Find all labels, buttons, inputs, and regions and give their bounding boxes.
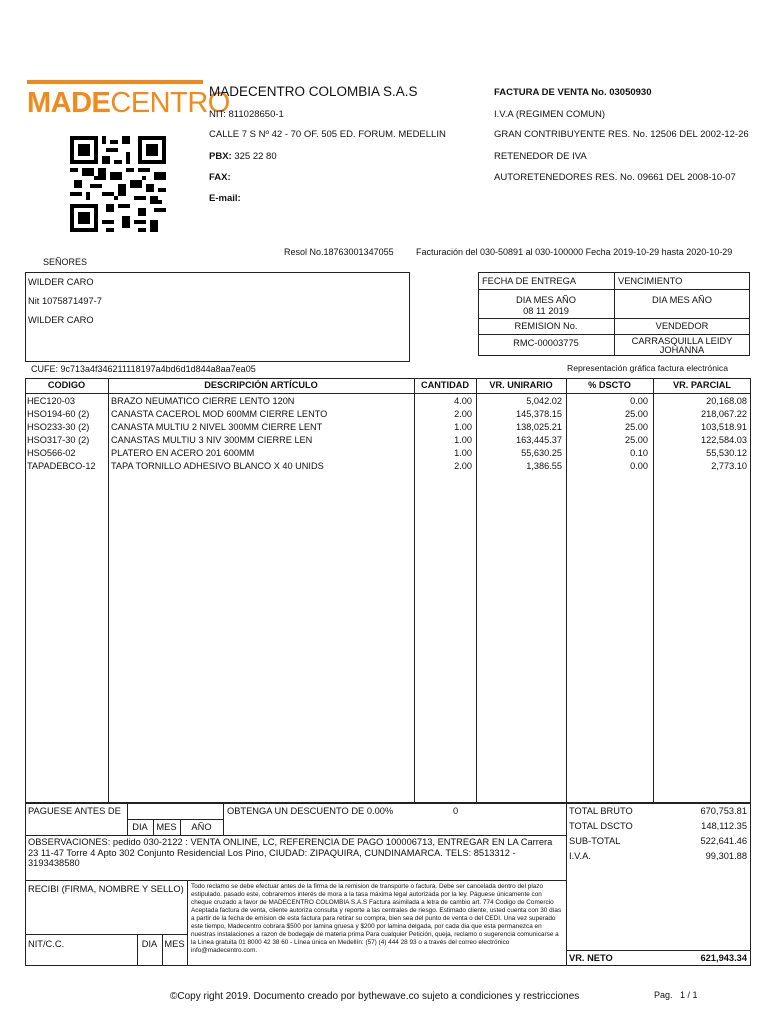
cell-dscto: 25.00 — [625, 434, 648, 445]
cell-descripcion: CANASTA MULTIU 2 NIVEL 300MM CIERRE LENT — [111, 421, 323, 432]
invoice-autoretenedores: AUTORETENEDORES RES. No. 09661 DEL 2008-10-07 — [494, 172, 736, 183]
cell-cantidad: 2.00 — [454, 408, 472, 419]
invoice-gran-contribuyente: GRAN CONTRIBUYENTE RES. No. 12506 DEL 2002-12-26 — [494, 129, 749, 140]
client-name: WILDER CARO — [28, 277, 94, 287]
cell-descripcion: TAPA TORNILLO ADHESIVO BLANCO X 40 UNIDS — [111, 460, 324, 471]
copyright: ©Copy right 2019. Documento creado por bythewave.co sujeto a condiciones y restricciones — [170, 991, 580, 1002]
col-header-vr-parcial: VR. PARCIAL — [672, 380, 732, 390]
col-header-codigo: CODIGO — [47, 380, 86, 390]
vr-neto-label: VR. NETO — [569, 953, 613, 963]
vencimiento-label: VENCIMIENTO — [618, 276, 683, 286]
fecha-entrega-value: 08 11 2019 — [523, 306, 569, 316]
cufe: CUFE: 9c713a4f346211118197a4bd6d1d844a8aa7ea05 — [31, 364, 256, 374]
recibi-mes: MES — [164, 939, 185, 949]
cell-vr-unitario: 55,630.25 — [521, 447, 562, 458]
client-name-2: WILDER CARO — [28, 315, 94, 325]
cell-dscto: 0.00 — [630, 396, 648, 406]
paguese-ano: AÑO — [191, 822, 212, 832]
invoice-retenedor: RETENEDOR DE IVA — [494, 151, 587, 162]
invoice-title: FACTURA DE VENTA No. 03050930 — [494, 87, 652, 98]
cell-descripcion: PLATERO EN ACERO 201 600MM — [111, 447, 255, 458]
cell-dscto: 25.00 — [625, 408, 648, 419]
col-header-descripcion: DESCRIPCIÓN ARTÍCULO — [204, 380, 318, 390]
recibi-dia: DIA — [141, 939, 158, 949]
cell-cantidad: 1.00 — [454, 434, 472, 445]
paguese-antes-label: PAGUESE ANTES DE — [28, 806, 121, 816]
cell-codigo: HSO566-02 — [27, 447, 76, 458]
subtotal-label: SUB-TOTAL — [569, 836, 621, 846]
cell-descripcion: BRAZO NEUMATICO CIERRE LENTO 120N — [111, 396, 295, 406]
remision-label: REMISION No. — [514, 321, 578, 331]
cell-vr-unitario: 163,445.37 — [516, 434, 562, 445]
nit-cc-label: NIT/C.C. — [28, 939, 65, 949]
cell-vr-unitario: 138,025.21 — [516, 421, 562, 432]
total-dscto-value: 148,112.35 — [701, 821, 747, 831]
cell-codigo: HSO194-60 (2) — [27, 408, 90, 419]
qr-code-icon — [70, 136, 166, 232]
subtotal-value: 522,641.46 — [700, 836, 747, 846]
company-email: E-mail: — [209, 193, 241, 204]
vencimiento-dma: DIA MES AÑO — [652, 295, 712, 305]
invoice-resolution: Resol No.18763001347055 — [284, 247, 394, 257]
cell-codigo: HSO233-30 (2) — [27, 421, 90, 432]
vr-neto-value: 621,943.34 — [700, 953, 747, 963]
cell-dscto: 25.00 — [625, 421, 648, 432]
cell-cantidad: 4.00 — [454, 396, 472, 406]
representacion-grafica: Representación gráfica factura electrónica — [567, 363, 728, 373]
client-nit: Nit 1075871497-7 — [28, 296, 102, 306]
cell-cantidad: 1.00 — [454, 421, 472, 432]
iva-value: 99,301.88 — [705, 851, 747, 861]
cell-vr-parcial: 218,067.22 — [701, 408, 747, 419]
company-fax: FAX: — [209, 172, 231, 183]
vendedor-line1: CARRASQUILLA LEIDY — [631, 336, 733, 346]
paguese-dia: DIA — [132, 822, 148, 832]
cell-vr-parcial: 122,584.03 — [701, 434, 747, 445]
cell-codigo: HEC120-03 — [27, 396, 76, 406]
madecentro-logo — [27, 80, 230, 119]
cell-vr-unitario: 145,378.15 — [516, 408, 562, 419]
invoice-iva: I.V.A (REGIMEN COMUN) — [494, 109, 606, 120]
col-header-vr-unitario: VR. UNIRARIO — [489, 380, 553, 390]
invoice-range: Facturación del 030-50891 al 030-100000 Fecha 2019-10-29 hasta 2020-10-29 — [416, 247, 733, 257]
cell-vr-parcial: 103,518.91 — [701, 421, 747, 432]
observaciones: OBSERVACIONES: pedido 030-2122 : VENTA ONLINE, LC, REFERENCIA DE PAGO 100006713, ENTREGAR EN LA Carrera 23 11-47 Torre 4 Apto 302 Conjunto Residencial Los Pino, CIUDAD: ZIPAQUIRA, CUNDINAMARCA. TELS: 8513312 - 3193438580 — [28, 837, 553, 868]
fecha-entrega-label: FECHA DE ENTREGA — [482, 276, 577, 286]
cell-descripcion: CANASTA CACEROL MOD 600MM CIERRE LENTO — [111, 408, 328, 419]
total-dscto-label: TOTAL DSCTO — [569, 821, 633, 831]
cell-vr-unitario: 1,386.55 — [526, 460, 562, 471]
col-header-dscto: % DSCTO — [588, 380, 631, 390]
logo-made: MADE — [27, 87, 111, 119]
client-senores: SEÑORES — [43, 257, 88, 267]
logo-centro: CENTRO — [110, 87, 230, 119]
cell-descripcion: CANASTAS MULTIU 3 NIV 300MM CIERRE LEN — [111, 434, 313, 445]
paguese-mes: MES — [156, 822, 177, 832]
cell-vr-parcial: 2,773.10 — [711, 460, 747, 471]
vendedor-line2: JOHANNA — [659, 345, 705, 355]
remision-value: RMC-00003775 — [513, 338, 579, 348]
cell-cantidad: 2.00 — [454, 460, 472, 471]
descuento-label: OBTENGA UN DESCUENTO DE 0.00% — [227, 806, 394, 816]
col-header-cantidad: CANTIDAD — [421, 380, 469, 390]
cell-vr-parcial: 55,530.12 — [706, 447, 747, 458]
cell-cantidad: 1.00 — [454, 447, 472, 458]
total-bruto-label: TOTAL BRUTO — [569, 806, 633, 816]
cell-codigo: TAPADEBCO-12 — [27, 460, 96, 471]
cell-dscto: 0.00 — [630, 460, 648, 471]
company-pbx: PBX: 325 22 80 — [209, 151, 277, 162]
recibi-label: RECIBI (FIRMA, NOMBRE Y SELLO) — [28, 884, 184, 894]
descuento-value: 0 — [453, 806, 459, 816]
legal-text: Todo reclamo se debe efectuar antes de la firma de la remision de transporte o factura. Debe ser cancelada dentro del plazo estipulado. pasado este, cobraremos interés de mora a la tasa máxima legal autorizada por la ley. Páguese únicamente con cheque cruzado a favor de MADECENTRO COLOMBIA S.A.S Factura asimilada a letra de cambio art. 774 Codigo de Comercio Aceptada factura de venta, cliente autoriza consulta y reporte a las centrales de riesgo. Estimado cliente, usted cuenta con 30 días a partir de la fecha de emision de esta factura para retirar su compra, bien sea del punto de venta o del CEDI. Una vez superado este tiempo, Madecentro cobrara $500 por lamina gruesa y $200 por lamina delgada, por cada dia que esta permanezca en nuestras instalaciones a razon de bodegaje de materia prima Para cualquier Petición, queja, reclamo o sugerencia comunicarse a la Línea gratuita 01 8000 42 38 60 - Línea única en Medellín: (57) (4) 444 28 93 o a través del correo electrónico info@madecentro.com. — [191, 883, 562, 954]
total-bruto-value: 670,753.81 — [700, 806, 747, 816]
company-name: MADECENTRO COLOMBIA S.A.S — [209, 84, 418, 99]
iva-label: I.V.A. — [569, 851, 591, 861]
cell-dscto: 0.10 — [630, 447, 648, 458]
cell-codigo: HSO317-30 (2) — [27, 434, 90, 445]
cell-vr-unitario: 5,042.02 — [526, 396, 562, 406]
vendedor-label: VENDEDOR — [655, 321, 709, 331]
company-nit: NIT: 811028650-1 — [209, 109, 284, 120]
company-address: CALLE 7 S Nº 42 - 70 OF. 505 ED. FORUM. MEDELLIN — [209, 129, 446, 140]
logo-bar — [27, 80, 203, 84]
fecha-entrega-dma: DIA MES AÑO — [516, 295, 576, 305]
page-number: Pag. 1 / 1 — [654, 990, 698, 1000]
cell-vr-parcial: 20,168.08 — [706, 396, 747, 406]
